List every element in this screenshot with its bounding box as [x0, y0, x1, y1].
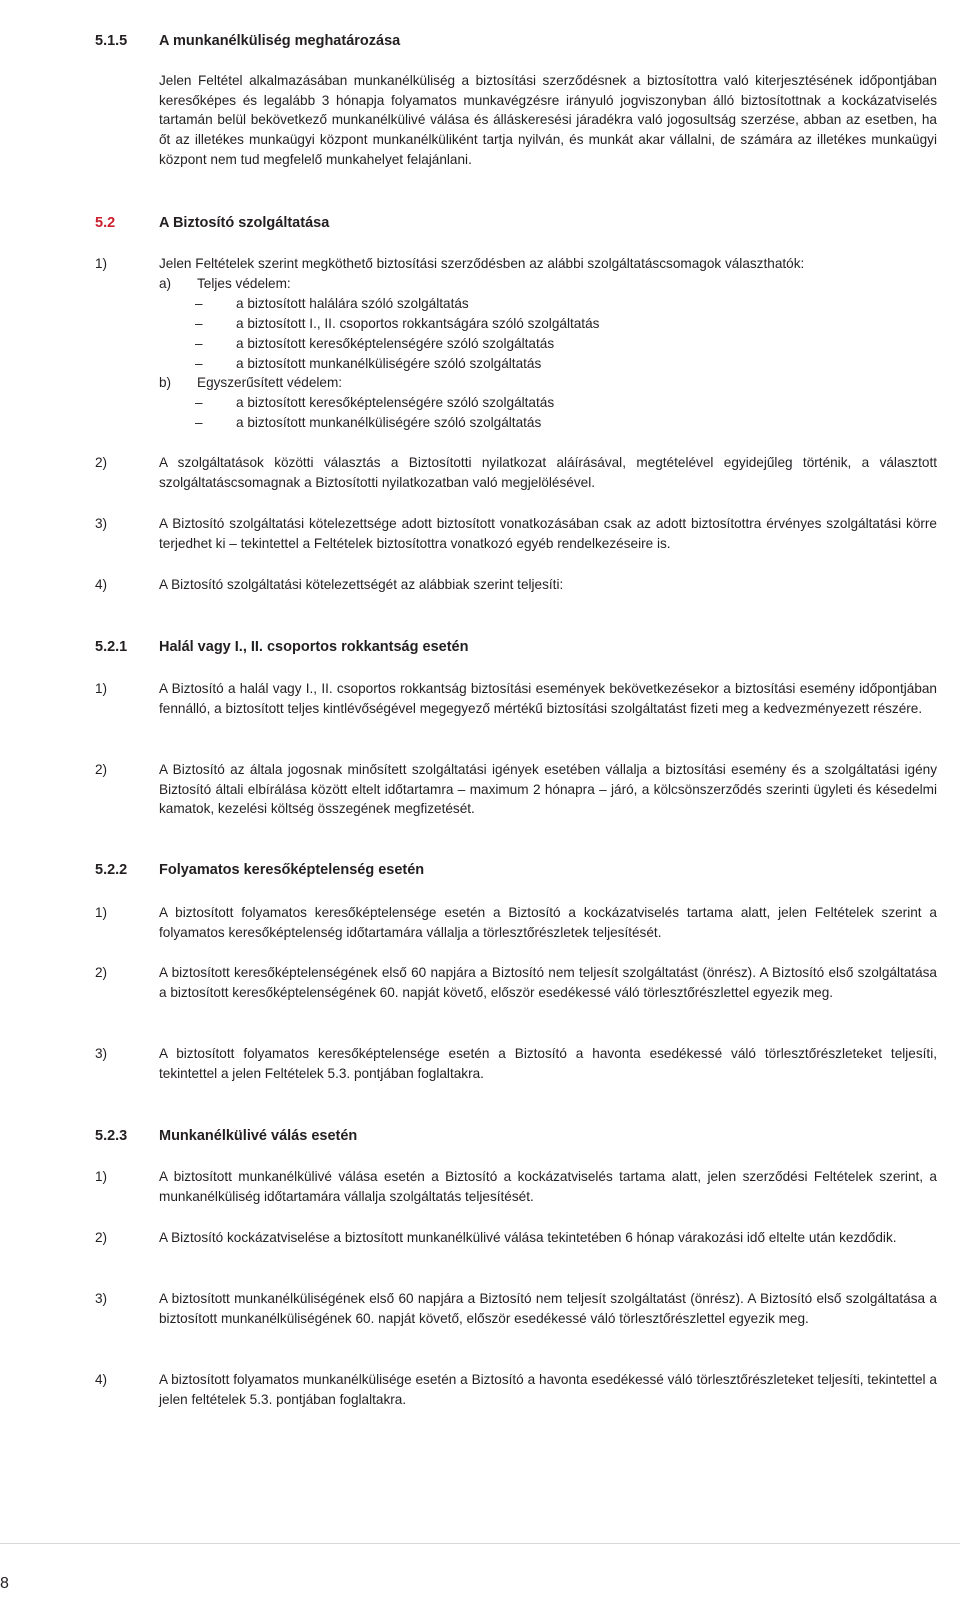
item-number: 2) [95, 1230, 108, 1245]
item-number: 1) [95, 681, 108, 696]
section-title: A munkanélküliség meghatározása [159, 33, 401, 49]
item-number: 2) [95, 965, 108, 980]
item-text: A Biztosító a halál vagy I., II. csoportos rokkantság biztosítási események bekövetkezésekor a biztosítási esemény időpontjában fennálló, a biztosított teljes kintlévőségével megegyező mértékű biztosítási szolgáltatást fizeti meg a kedvezményezett részére. [159, 681, 937, 716]
item-text: A biztosított munkanélküliségének első 60 napjára a Biztosító nem teljesít szolgáltatást (önrész). A Biztosító első szolgáltatása a biztosított munkanélküliségének 60. napját követő, először esedékessé váló törlesztőrészlettel egyezik meg. [159, 1291, 937, 1326]
item-number: 1) [95, 905, 108, 920]
dash-glyph: – [195, 415, 203, 430]
item-text: A szolgáltatások közötti választás a Biztosítotti nyilatkozat aláírásával, megtételével egyidejűleg történik, a választott szolgáltatáscsomagnak a Biztosítotti nyilatkozatban való megjelölésével. [159, 455, 937, 490]
item-text: A Biztosító az általa jogosnak minősített szolgáltatási igények esetében vállalja a biztosítási esemény és a szolgáltatási igény Biztosító általi elbírálása között eltelt időtartamra – maximum 2 hónapra – járó, a kölcsönszerződés szerinti ügyleti és késedelmi kamatok, kezelési költség összegének megfizetését. [159, 762, 937, 817]
item-number: 4) [95, 1372, 108, 1387]
section-number: 5.2.2 [95, 862, 128, 878]
item-text: A Biztosító szolgáltatási kötelezettségét az alábbiak szerint teljesíti: [159, 577, 564, 592]
item-text: Jelen Feltételek szerint megköthető biztosítási szerződésben az alábbi szolgáltatáscsomagok választhatók: [159, 256, 805, 271]
item-number: 4) [95, 577, 108, 592]
item-number: 1) [95, 256, 108, 271]
package-label: b) [159, 375, 172, 390]
item-text: A biztosított folyamatos keresőképtelensége esetén a Biztosító a havonta esedékessé váló törlesztőrészleteket teljesíti, tekintettel a jelen Feltételek 5.3. pontjában foglaltakra. [159, 1046, 937, 1081]
item-number: 1) [95, 1169, 108, 1184]
section-number: 5.2 [95, 215, 116, 231]
dash-text: a biztosított munkanélküliségére szóló szolgáltatás [236, 356, 542, 371]
definition-paragraph: Jelen Feltétel alkalmazásában munkanélküliség a biztosítási szerződésnek a biztosítottra való kiterjesztésének időpontjában keresőképes és legalább 3 hónapja folyamatos munkavégzésre irányuló jogviszonyban álló biztosítottnak a kockázatviselés tartamán belül bekövetkező munkanélkülivé válása és álláskeresési járadékra való jogosultság szerzése, abban az esetben, ha őt az illetékes munkaügyi központ munkanélküliként tartja nyilván, és munkát akar vállalni, de számára az illetékes munkaügyi központ nem tud megfelelő munkahelyet felajánlani. [159, 73, 937, 167]
item-text: A biztosított folyamatos keresőképtelensége esetén a Biztosító a kockázatviselés tartama alatt, jelen Feltételek szerint a folyamatos keresőképtelenség időtartamára vállalja a törlesztőrészletek teljesítését. [159, 905, 937, 940]
item-number: 2) [95, 455, 108, 470]
item-text: A Biztosító kockázatviselése a biztosított munkanélkülivé válása tekintetében 6 hónap várakozási idő eltelte után kezdődik. [159, 1230, 897, 1245]
page-number: 8 [0, 1575, 9, 1592]
section-number: 5.1.5 [95, 33, 128, 49]
dash-text: a biztosított I., II. csoportos rokkantságára szóló szolgáltatás [236, 316, 600, 331]
item-number: 2) [95, 762, 108, 777]
dash-glyph: – [195, 316, 203, 331]
package-label: a) [159, 276, 172, 291]
item-number: 3) [95, 516, 108, 531]
dash-glyph: – [195, 395, 203, 410]
package-title: Teljes védelem: [197, 276, 291, 291]
dash-glyph: – [195, 296, 203, 311]
section-number: 5.2.3 [95, 1128, 128, 1144]
item-text: A biztosított folyamatos munkanélkülisége esetén a Biztosító a havonta esedékessé váló törlesztőrészleteket teljesíti, tekintettel a jelen feltételek 5.3. pontjában foglaltakra. [159, 1372, 937, 1407]
dash-glyph: – [195, 336, 203, 351]
section-title: A Biztosító szolgáltatása [159, 215, 330, 231]
section-title: Folyamatos keresőképtelenség esetén [159, 862, 425, 878]
dash-text: a biztosított munkanélküliségére szóló szolgáltatás [236, 415, 542, 430]
dash-text: a biztosított halálára szóló szolgáltatás [236, 296, 469, 311]
dash-glyph: – [195, 356, 203, 371]
item-text: A biztosított munkanélkülivé válása esetén a Biztosító a kockázatviselés tartama alatt, jelen szerződési Feltételek szerint, a munkanélküliség időtartamára vállalja szolgáltatás teljesítését. [159, 1169, 937, 1204]
section-title: Munkanélkülivé válás esetén [159, 1128, 358, 1144]
item-text: A biztosított keresőképtelenségének első 60 napjára a Biztosító nem teljesít szolgáltatást (önrész). A Biztosító első szolgáltatása a biztosított keresőképtelenségének 60. napját követő, először esedékessé váló törlesztőrészlettel egyezik meg. [159, 965, 937, 1000]
item-number: 3) [95, 1046, 108, 1061]
dash-text: a biztosított keresőképtelenségére szóló szolgáltatás [236, 336, 555, 351]
package-title: Egyszerűsített védelem: [197, 375, 343, 390]
section-title: Halál vagy I., II. csoportos rokkantság esetén [159, 639, 469, 655]
item-number: 3) [95, 1291, 108, 1306]
section-number: 5.2.1 [95, 639, 128, 655]
item-text: A Biztosító szolgáltatási kötelezettsége adott biztosított vonatkozásában csak az adott biztosítottra érvényes szolgáltatási körre terjedhet ki – tekintettel a Feltételek biztosítottra vonatkozó egyéb rendelkezéseire is. [159, 516, 937, 551]
footer-divider [0, 1543, 960, 1544]
dash-text: a biztosított keresőképtelenségére szóló szolgáltatás [236, 395, 555, 410]
